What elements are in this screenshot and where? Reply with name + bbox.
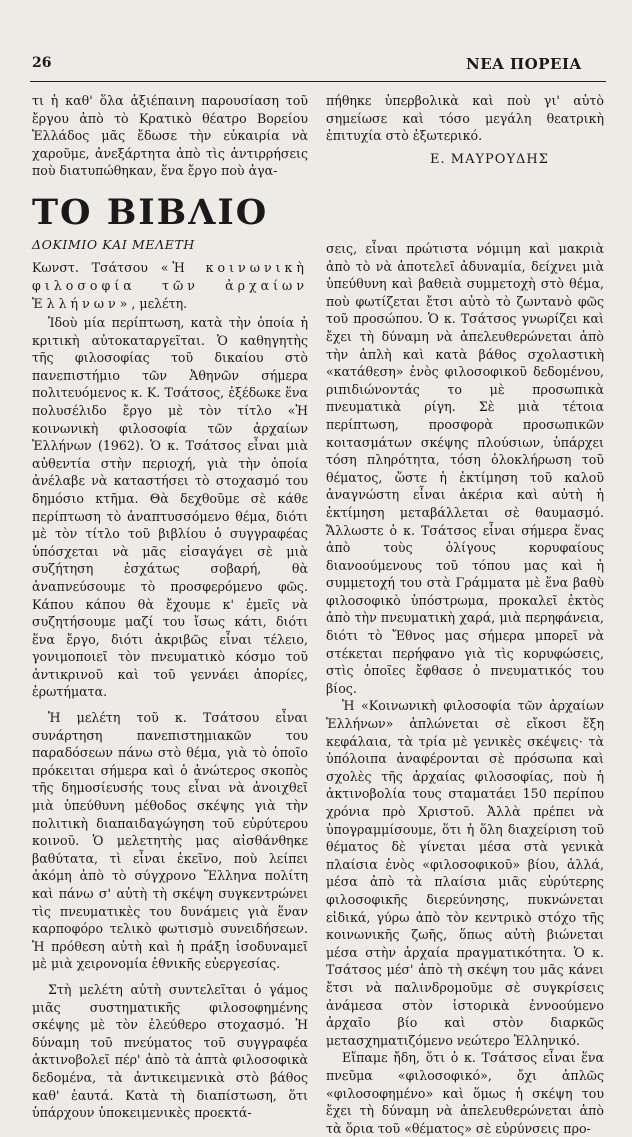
review-paragraph: Εἴπαμε ἤδη, ὅτι ὁ κ. Τσάτσος εἶναι ἕνα πνεῦμα «φιλοσοφικό», ὄχι ἁπλῶς «φιλοσοφημένο» καὶ ὅμως ἡ σκέψη του ἔχει τὴ δύναμη νὰ ἀπελευθερώνεται ἀπὸ τὰ ὅρια τοῦ «θέματος» σὲ εὐρύνσεις προ- — [326, 1050, 604, 1136]
previous-article-text-left: τι ἡ καθ' ὅλα ἀξιέπαινη παρουσίαση τοῦ ἔργου ἀπὸ τὸ Κρατικὸ θέατρο Βορείου Ἑλλάδος μᾶς ἔδωσε τὴν εὐκαιρία νὰ χαροῦμε, ἀνεξάρτητα ἀπὸ τὶς ἀντιρρήσεις ποὺ διατυπώθηκαν, ἕνα ἔργο ποὺ ἀγα- — [32, 93, 308, 179]
review-right-column — [326, 240, 604, 1137]
section-subtitle: ΔΟΚΙΜΙΟ ΚΑΙ ΜΕΛΕΤΗ — [32, 237, 195, 252]
book-type: , μελέτη. — [131, 296, 188, 311]
author-signature: Ε. ΜΑΥΡΟΥΔΗΣ — [430, 152, 549, 167]
review-paragraph: σεις, εἶναι πρώτιστα νόμιμη καὶ μακριὰ ἀπὸ τὸ νὰ ἀποτελεῖ ἀδυναμία, δείχνει μιὰ ὑπεύθυνη καὶ βαθειὰ συμμετοχὴ στὸ θέμα, ποὺ φωτίζεται ἔτσι αὐτὸ τὸ ζωντανὸ φῶς τοῦ προσώπου. Ὁ κ. Τσάτσος γνωρίζει καὶ ἔχει τὴ δύναμη νὰ ἀπελευθερώνεται ἀπὸ τὴν ἁπλὴ καὶ κατὰ βάθος σχολαστικὴ «κατάθεση» ἑνὸς φιλοσοφικοῦ δεδομένου, ριπιδιώνοντάς το μὲ προσωπικὰ πνευματικὰ ρίγη. Σὲ μιὰ τέτοια περίπτωση, προσφορὰ προσωπικῶν κοιτασμάτων σκέψης πλούσιων, ὑπάρχει τόση πληρότητα, τόση ὁλοκλήρωση τοῦ θέματος, ὥστε ἡ ἐκτίμηση τοῦ καλοῦ ἀναγνώστη εἶναι ἀκέρια καὶ αὐτὴ ἡ ἐκτίμηση μεταβάλλεται σὲ θαυμασμό. Ἄλλωστε ὁ κ. Τσάτσος εἶναι σήμερα ἕνας ἀπὸ τοὺς ὀλίγους κορυφαίους διανοούμενους τοῦ τόπου μας καὶ ἡ συμμετοχή του στὰ Γράμματα μὲ ἕνα βαθὺ φιλοσοφικὸ ὑπόστρωμα, προκαλεῖ ἐκτὸς ἀπὸ τὴν πνευματικὴ χαρά, μιὰ περηφάνεια, διότι τὸ Ἔθνος μας σήμερα μπορεῖ νὰ στέκεται περήφανο γιὰ τὶς κορυφώσεις, στὶς ὁποῖες ἔφθασε ὁ πνευματικός του βίος. — [326, 241, 604, 696]
previous-article-text-right: πήθηκε ὑπερβολικὰ καὶ ποὺ γι' αὐτὸ σημείωσε καὶ τόσο μεγάλη θεατρικὴ ἐπιτυχία στὸ ἐξωτερικό. — [326, 93, 604, 144]
book-title: «Ἡ κοινωνικὴ φιλοσοφία τῶν ἀρχαίων Ἑλλήνων» — [32, 260, 308, 311]
book-reference — [32, 259, 308, 313]
review-paragraph: Ἡ «Κοινωνικὴ φιλοσοφία τῶν ἀρχαίων Ἑλλήνων» ἁπλώνεται σὲ εἴκοσι ἕξη κεφάλαια, τὰ τρία μὲ γενικὲς σκέψεις· τὰ ὑπόλοιπα ἀναφέρονται σὲ πρόσωπα καὶ σχολὲς τῆς ἀρχαίας φιλοσοφίας, ποὺ ἡ ἀκτινοβολία τους σταματάει 150 περίπου χρόνια πρὸ Χριστοῦ. Ἀλλὰ πρέπει νὰ ὑπογραμμίσουμε, ὅτι ἡ ὅλη διαχείριση τοῦ θέματος δὲ γίνεται μέσα στὰ γενικὰ πλαίσια ἑνὸς «φιλοσοφικοῦ» βίου, ἀλλά, μέσα ἀπὸ τὰ πλαίσια μιᾶς εὐρύτερης φιλοσοφικῆς διερεύνησης, πυκνώνεται εἰδικά, γύρω ἀπὸ τὸν κεντρικὸ στόχο τῆς κοινωνικῆς ζωῆς, ὅπως αὐτὴ βιώνεται μέσα στὴν ἀρχαία πραγματικότητα. Ὁ κ. Τσάτσος μέσ' ἀπὸ τὴ σκέψη του μᾶς κάνει ἔτσι νὰ παλινδρομοῦμε σὲ συγκρίσεις ἀνάμεσα στὸν ἱστορικὰ ἐννοούμενο ἀρχαῖο βίο καὶ στὸν διαρκῶς μετασχηματιζόμενο νεώτερο Ἑλληνικό. — [326, 698, 604, 1048]
page-number: 26 — [32, 55, 52, 71]
previous-article-right-column — [326, 92, 604, 145]
journal-title: ΝΕΑ ΠΟΡΕΙΑ — [466, 55, 582, 73]
section-title: ΤΟ ΒΙΒΛΙΟ — [32, 192, 269, 233]
previous-article-left-column — [32, 92, 308, 180]
review-left-column — [32, 314, 308, 1122]
review-paragraph: Στὴ μελέτη αὐτὴ συντελεῖται ὁ γάμος μιᾶς συστηματικῆς φιλοσοφημένης σκέψης μὲ τὸν ἐλεύθερο στοχασμό. Ἡ δύναμη τοῦ πνεύματος τοῦ συγγραφέα ἀκτινοβολεῖ πέρ' ἀπὸ τὰ ἀπτὰ φιλοσοφικὰ δεδομένα, τὰ ἀντικειμενικὰ στὸ βάθος καθ' ἑαυτά. Κατὰ τὴ διαπίστωση, ὅτι ὑπάρχουν ὑποκειμενικὲς προεκτά- — [32, 981, 308, 1121]
review-paragraph: Ἡ μελέτη τοῦ κ. Τσάτσου εἶναι συνάρτηση πανεπιστημιακῶν του παραδόσεων πάνω στὸ θέμα, γιὰ τὸ ὁποῖο πρόκειται σήμερα καὶ ὁ ἀνώτερος σκοπὸς τῆς δημοσίευσής τους εἶναι νὰ ἀνοιχθεῖ μιὰ ὑπεύθυνη μέθοδος σκέψης γιὰ τὴν πολιτικὴ διαπαιδαγώγηση τοῦ εὐρύτερου κοινοῦ. Ὁ μελετητὴς μας αἰσθάνθηκε βαθύτατα, τὶ εἶναι ἐκεῖνο, ποὺ λείπει ἀκόμη ἀπὸ τὸ σύγχρονο Ἕλληνα πολίτη καὶ πάνω σ' αὐτὴ τὴ σκέψη συγκεντρώνει τὶς πνευματικὲς του δυνάμεις γιὰ ἕναν καρποφόρο τελικὸ φωτισμὸ συνειδήσεων. Ἡ πρόθεση αὐτὴ καὶ ἡ πράξη ἰσοδυναμεῖ μὲ μιὰ χειρονομία ἐθνικῆς εὐεργεσίας. — [32, 710, 308, 972]
review-paragraph: Ἰδοὺ μία περίπτωση, κατὰ τὴν ὁποία ἡ κριτικὴ αὐτοκαταργεῖται. Ὁ καθηγητὴς τῆς φιλοσοφίας τοῦ δικαίου στὸ πανεπιστήμιο τῶν Ἀθηνῶν σήμερα πολιτευόμενος κ. Κ. Τσάτσος, ἐξέδωκε ἕνα πολυσέλιδο ἔργο μὲ τὸν τίτλο «Ἡ κοινωνικὴ φιλοσοφία τῶν ἀρχαίων Ἑλλήνων (1962). Ὁ κ. Τσάτσος εἶναι μιὰ αὐθεντία στὴν περιοχή, γιὰ τὴν ὁποία ἀνέλαβε νὰ καταστήσει τὸ στοχασμό του δημόσιο κτῆμα. Θὰ δεχθοῦμε σὲ κάθε περίπτωση τὸ ἀναπτυσσόμενο θέμα, διότι μὲ τὸν τίτλο τοῦ βιβλίου ὁ συγγραφέας ὑπόσχεται νὰ μᾶς εἰσαγάγει σὲ μιὰ συζήτηση ἐσχάτως σοβαρή, θὰ ἀναπνεύσουμε τὸ προσφερόμενο φῶς. Κάπου κάπου θὰ ἔχουμε κ' ἐμεῖς νὰ συζητήσουμε μαζί του ἴσως κάτι, διότι ἕνα ἔργο, διότι ἀκριβῶς εἶναι τέλειο, γονιμοποιεῖ τὸν πνευματικὸ κόσμο τοῦ ἀντικρινοῦ καὶ τοῦ γεννάει ἀπορίες, ἐρωτήματα. — [32, 315, 308, 700]
book-author: Κωνστ. Τσάτσου — [32, 260, 148, 275]
header-rule — [30, 81, 606, 82]
